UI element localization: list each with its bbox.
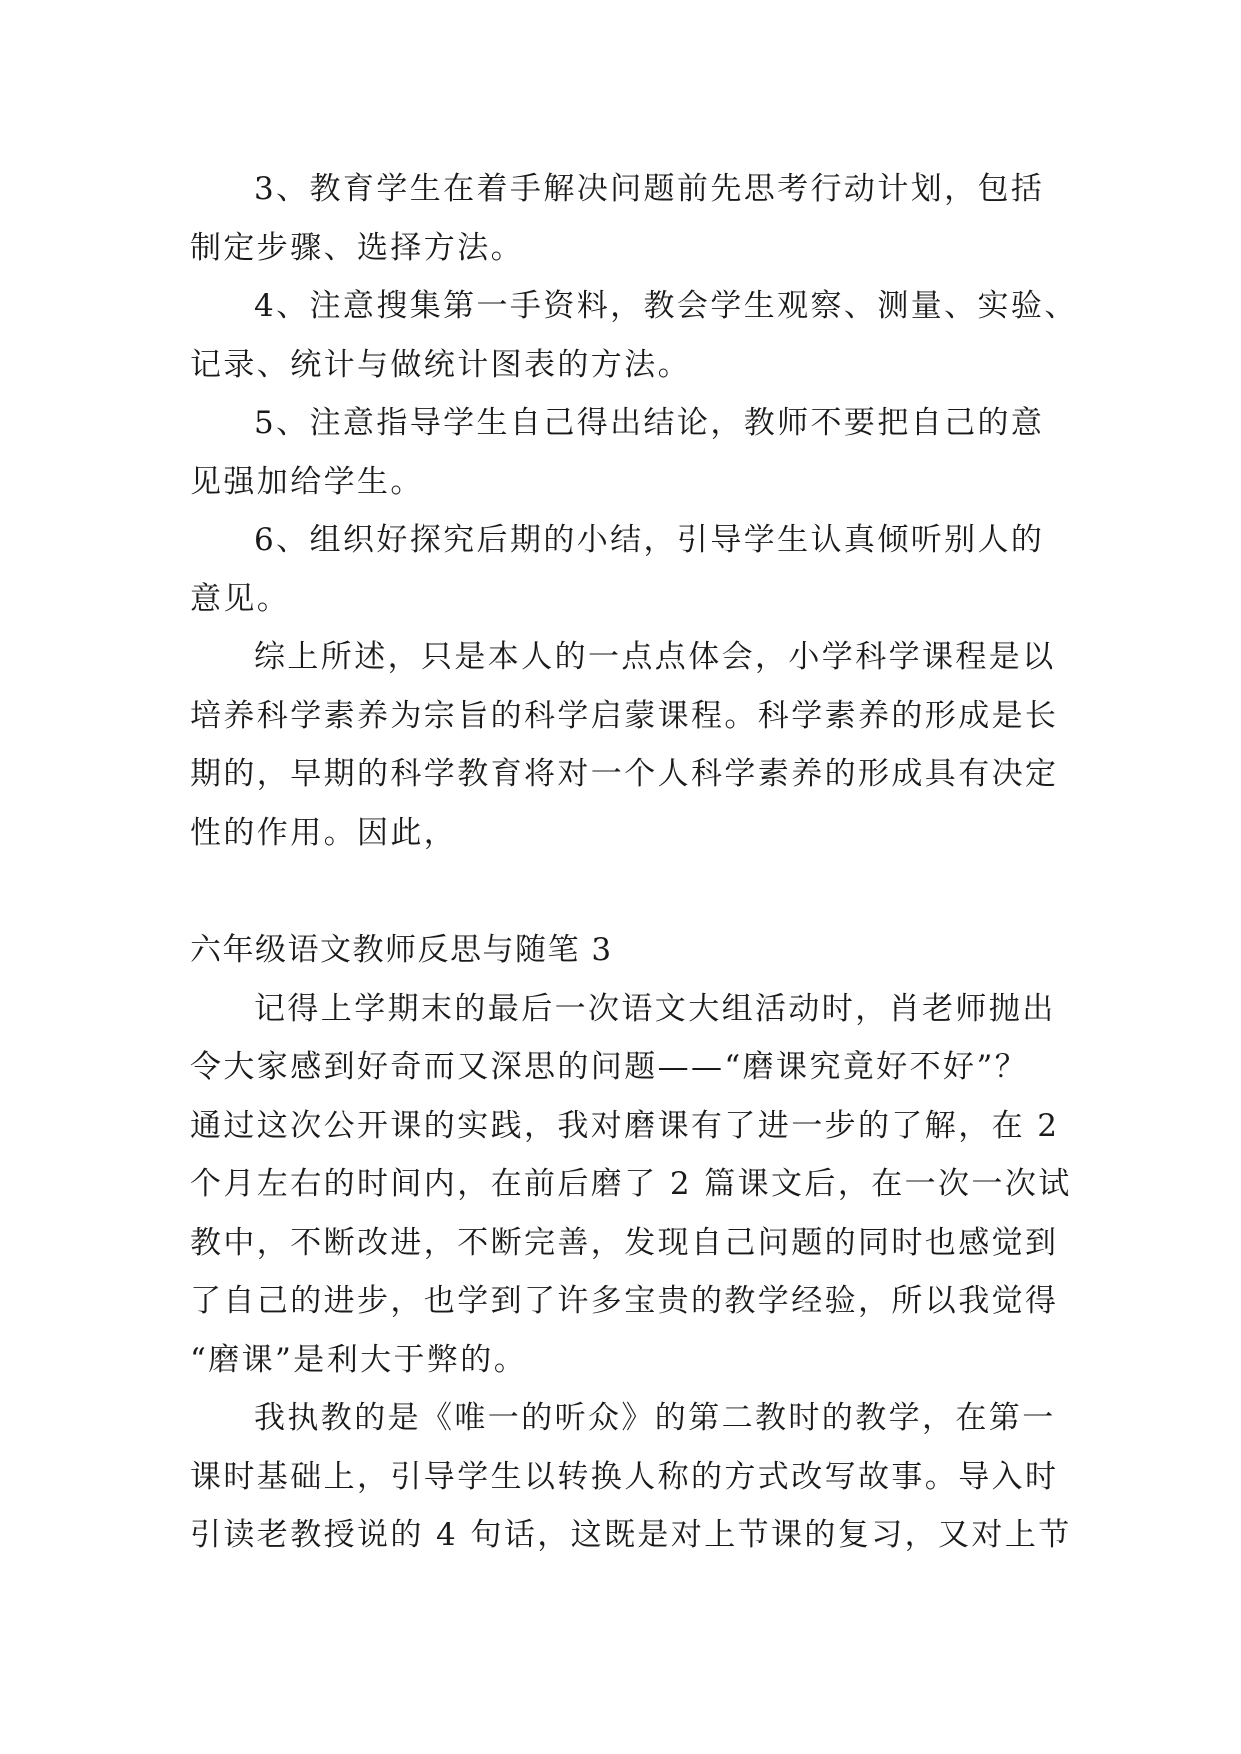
text-line: 记得上学期末的最后一次语文大组活动时，肖老师抛出 bbox=[254, 990, 1056, 1027]
list-item-3 bbox=[190, 160, 1050, 277]
text-line: 见强加给学生。 bbox=[190, 463, 424, 500]
text-line: 5、注意指导学生自己得出结论，教师不要把自己的意 bbox=[254, 405, 1045, 441]
document-body bbox=[190, 160, 1078, 1565]
text-line: “磨课”是利大于弊的。 bbox=[190, 1341, 528, 1378]
text-line: 3、教育学生在着手解决问题前先思考行动计划，包括 bbox=[254, 171, 1045, 207]
text-line: 4、注意搜集第一手资料，教会学生观察、测量、实验、 bbox=[254, 288, 1078, 324]
text-line: 通过这次公开课的实践，我对磨课有了进一步的了解，在 2 bbox=[190, 1107, 1060, 1144]
text-line: 意见。 bbox=[190, 580, 291, 617]
section-gap bbox=[190, 862, 1050, 921]
text-line: 个月左右的时间内，在前后磨了 2 篇课文后，在一次一次试 bbox=[190, 1166, 1072, 1202]
text-line: 了自己的进步，也学到了许多宝贵的教学经验，所以我觉得 bbox=[190, 1283, 1059, 1319]
text-line: 记录、统计与做统计图表的方法。 bbox=[190, 346, 691, 383]
text-line: 期的，早期的科学教育将对一个人科学素养的形成具有决定 bbox=[190, 756, 1059, 792]
text-line: 制定步骤、选择方法。 bbox=[190, 229, 524, 266]
text-line: 令大家感到好奇而又深思的问题——“磨课究竟好不好”？ bbox=[190, 1049, 1029, 1085]
text-line: 引读老教授说的 4 句话，这既是对上节课的复习，又对上节 bbox=[190, 1517, 1072, 1553]
list-item-4 bbox=[190, 277, 1078, 394]
text-line: 性的作用。因此， bbox=[190, 814, 458, 851]
text-line: 6、组织好探究后期的小结，引导学生认真倾听别人的 bbox=[254, 522, 1045, 558]
list-item-5 bbox=[190, 394, 1050, 511]
text-line: 课时基础上，引导学生以转换人称的方式改写故事。导入时 bbox=[190, 1458, 1059, 1495]
list-item-6 bbox=[190, 511, 1050, 628]
text-line: 我执教的是《唯一的听众》的第二教时的教学，在第一 bbox=[254, 1400, 1056, 1436]
body-paragraph bbox=[190, 980, 1072, 1390]
text-line: 培养科学素养为宗旨的科学启蒙课程。科学素养的形成是长 bbox=[190, 697, 1059, 734]
text-line: 综上所述，只是本人的一点点体会，小学科学课程是以 bbox=[254, 639, 1056, 675]
summary-paragraph bbox=[190, 628, 1059, 862]
section-heading: 六年级语文教师反思与随笔 3 bbox=[190, 932, 613, 968]
text-line: 教中，不断改进，不断完善，发现自己问题的同时也感觉到 bbox=[190, 1224, 1059, 1261]
body-paragraph bbox=[190, 1389, 1072, 1565]
